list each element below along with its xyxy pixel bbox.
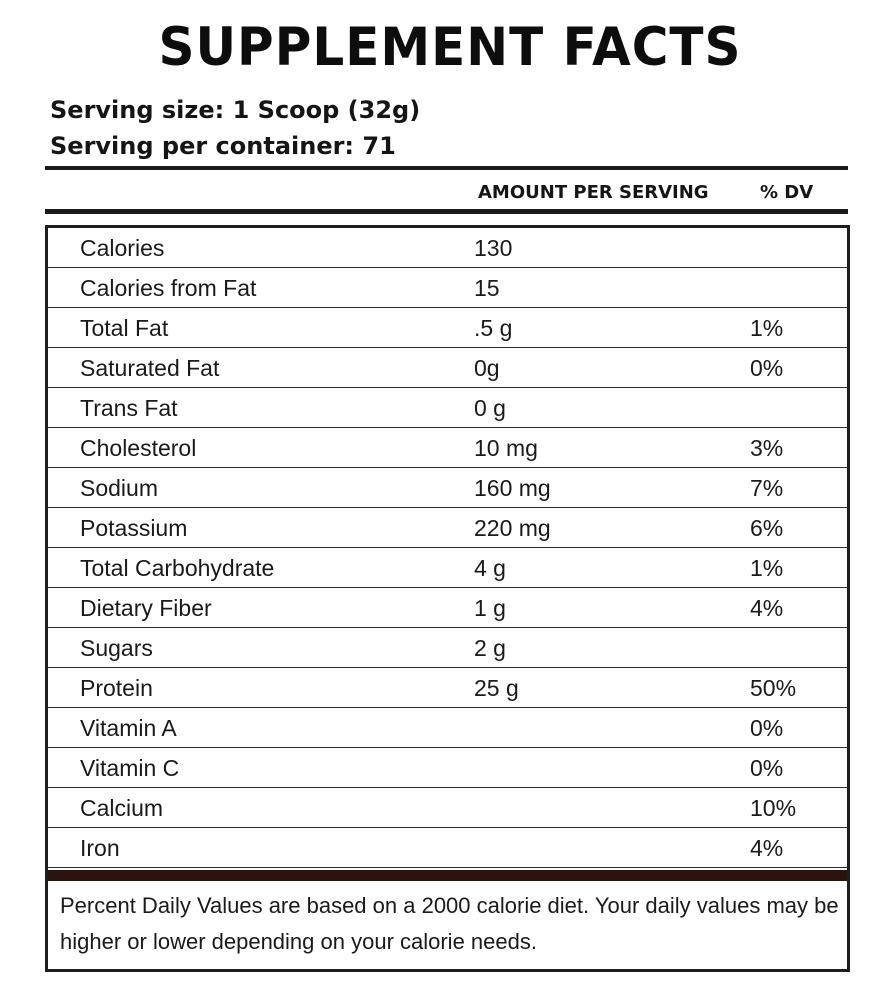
nutrient-dv: 0% xyxy=(750,755,784,781)
nutrient-name: Potassium xyxy=(80,515,188,541)
table-row xyxy=(48,508,847,548)
nutrient-name: Dietary Fiber xyxy=(80,595,212,621)
table-row xyxy=(48,708,847,748)
amount-column-header: AMOUNT PER SERVING xyxy=(478,182,709,203)
nutrient-dv: 3% xyxy=(750,435,784,461)
nutrient-dv: 1% xyxy=(750,315,784,341)
nutrient-name: Saturated Fat xyxy=(80,355,220,381)
nutrient-amount: 4 g xyxy=(474,555,506,581)
nutrient-name: Sodium xyxy=(80,475,158,501)
nutrient-dv: 0% xyxy=(750,715,784,741)
nutrient-dv: 1% xyxy=(750,555,784,581)
nutrient-name: Calcium xyxy=(80,795,164,821)
dv-column-header: % DV xyxy=(760,182,814,203)
nutrient-dv: 0% xyxy=(750,355,784,381)
nutrient-amount: .5 g xyxy=(474,315,513,341)
nutrient-amount: 15 xyxy=(474,275,500,301)
nutrient-amount: 0g xyxy=(474,355,500,381)
nutrient-amount: 2 g xyxy=(474,635,506,661)
top-divider xyxy=(45,166,848,170)
nutrient-name: Cholesterol xyxy=(80,435,197,461)
nutrient-amount: 160 mg xyxy=(474,475,551,501)
table-row xyxy=(48,788,847,828)
table-row xyxy=(48,468,847,508)
nutrient-dv: 4% xyxy=(750,595,784,621)
header-divider xyxy=(45,209,848,214)
nutrient-name: Calories from Fat xyxy=(80,275,257,301)
nutrient-dv: 10% xyxy=(750,795,797,821)
table-row xyxy=(48,828,847,868)
table-row xyxy=(48,228,847,268)
nutrient-dv: 50% xyxy=(750,675,797,701)
table-row xyxy=(48,748,847,788)
nutrient-dv: 7% xyxy=(750,475,784,501)
table-row xyxy=(48,268,847,308)
serving-size: Serving size: 1 Scoop (32g) xyxy=(50,96,421,124)
footnote: Percent Daily Values are based on a 2000 calorie diet. Your daily values may be higher or lower depending on your calorie needs. xyxy=(60,893,839,954)
table-row xyxy=(48,628,847,668)
nutrient-name: Vitamin C xyxy=(80,755,180,781)
nutrient-dv: 4% xyxy=(750,835,784,861)
nutrient-name: Total Carbohydrate xyxy=(80,555,275,581)
nutrient-dv: 6% xyxy=(750,515,784,541)
table-row xyxy=(48,588,847,628)
servings-per-container: Serving per container: 71 xyxy=(50,132,396,160)
nutrient-name: Trans Fat xyxy=(80,395,178,421)
nutrient-amount: 25 g xyxy=(474,675,519,701)
table-row xyxy=(48,428,847,468)
table-row xyxy=(48,348,847,388)
nutrient-name: Protein xyxy=(80,675,153,701)
label-title: SUPPLEMENT FACTS xyxy=(158,16,742,78)
nutrient-name: Total Fat xyxy=(80,315,169,341)
table-row xyxy=(48,388,847,428)
nutrient-amount: 0 g xyxy=(474,395,506,421)
footnote-divider xyxy=(48,870,847,881)
table-row xyxy=(48,548,847,588)
nutrient-table xyxy=(45,225,850,972)
nutrient-name: Calories xyxy=(80,235,165,261)
nutrient-name: Iron xyxy=(80,835,120,861)
nutrient-amount: 220 mg xyxy=(474,515,551,541)
nutrient-name: Sugars xyxy=(80,635,153,661)
nutrient-amount: 130 xyxy=(474,235,513,261)
nutrient-name: Vitamin A xyxy=(80,715,177,741)
nutrient-amount: 10 mg xyxy=(474,435,538,461)
table-row xyxy=(48,308,847,348)
nutrient-amount: 1 g xyxy=(474,595,506,621)
table-row xyxy=(48,668,847,708)
